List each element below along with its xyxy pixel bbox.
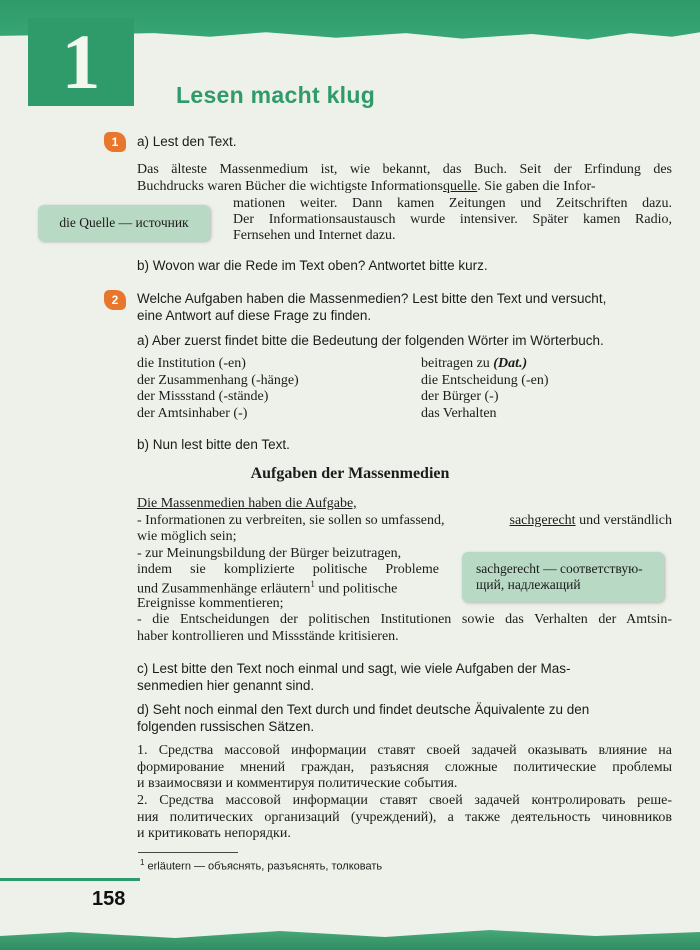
text-line-4: - zur Meinungsbildung der Bürger beizutragen, (137, 546, 402, 561)
task-2-badge: 2 (104, 290, 126, 310)
vocabulary-note-sachgerecht (462, 552, 664, 602)
task-2d-line-1: d) Seht noch einmal den Text durch und findet deutsche Äquivalente zu den (137, 702, 590, 717)
text-line-9: haber kontrollieren und Missstände kritisieren. (137, 629, 399, 644)
text-fragment: und politische (318, 581, 398, 597)
task-1-text-line-2 (137, 179, 672, 195)
footnote-text: erläutern — объяснять, разъяснять, толковать (147, 860, 383, 873)
text-line-8: - die Entscheidungen der politischen Institutionen sowie das Verhalten der Amtsin- (137, 612, 672, 627)
task-2a-instruction: a) Aber zuerst findet bitte die Bedeutung der folgenden Wörter im Wörterbuch. (137, 333, 604, 348)
text-line-2 (137, 513, 672, 529)
task-1-text-line-4: Der Informationsaustausch wurde intensiver. Später kamen Radio, (233, 212, 672, 227)
task-2b-instruction: b) Nun lest bitte den Text. (137, 437, 290, 452)
word-right-4: das Verhalten (421, 406, 497, 421)
task-2c-line-1: c) Lest bitte den Text noch einmal und sagt, wie viele Aufgaben der Mas- (137, 661, 571, 676)
text-line-5: indem sie komplizierte politische Probleme (137, 562, 439, 577)
footnote-marker: 1 (310, 579, 315, 589)
page-number-rule (0, 878, 140, 881)
note-text-line-2: щий, надлежащий (476, 577, 581, 592)
underlined-phrase: Die Massenmedien haben die Aufgabe, (137, 496, 357, 511)
chapter-title: Lesen macht klug (176, 82, 376, 108)
underlined-word-sachgerecht: sachgerecht (509, 513, 576, 528)
chapter-number-box (28, 18, 134, 106)
task-1-text-line-1: Das älteste Massenmedium ist, wie bekannt, das Buch. Seit der Erfindung des (137, 162, 672, 177)
russian-line-4: 2. Средства массовой информации ставят своей задачей контролировать реше- (137, 793, 672, 808)
footnote-divider (138, 852, 238, 853)
page-number: 158 (92, 888, 126, 910)
word-right-1 (421, 356, 527, 372)
task-1-text-fragment: . Sie gaben die Infor- (477, 179, 596, 194)
task-1-text-line-3: mationen weiter. Dann kamen Zeitungen und Zeitschriften dazu. (233, 196, 672, 211)
task-2d-line-2: folgenden russischen Sätzen. (137, 719, 315, 734)
task-1b-instruction: b) Wovon war die Rede im Text oben? Antwortet bitte kurz. (137, 258, 488, 273)
russian-line-1: 1. Средства массовой информации ставят своей задачей оказывать влияние на (137, 743, 672, 758)
task-1-badge: 1 (104, 132, 126, 152)
word-right-1-case: (Dat.) (493, 356, 528, 371)
word-left-4: der Amtsinhaber (-) (137, 406, 248, 421)
task-2c-line-2: senmedien hier genannt sind. (137, 678, 315, 693)
word-left-2: der Zusammenhang (-hänge) (137, 373, 299, 388)
text-line-3: wie möglich sein; (137, 529, 237, 544)
word-left-1: die Institution (-en) (137, 356, 246, 371)
vocabulary-note-quelle (38, 205, 210, 241)
footnote (140, 858, 382, 873)
task-2-intro-line-2: eine Antwort auf diese Frage zu finden. (137, 308, 372, 323)
task-2-intro-line-1: Welche Aufgaben haben die Massenmedien? Lest bitte den Text und versucht, (137, 291, 607, 306)
bottom-decorative-band (0, 930, 700, 950)
task-1-text-fragment: Buchdrucks waren Bücher die wichtigste Informations (137, 179, 443, 194)
text-line-6 (137, 579, 397, 598)
russian-line-6: и критиковать непорядки. (137, 826, 291, 841)
text-fragment: und Zusammenhänge erläutern (137, 581, 311, 597)
note-text-line-1: sachgerecht — соответствую- (476, 561, 643, 576)
underlined-word-quelle: quelle (442, 179, 478, 194)
russian-line-3: и взаимосвязи и комментируя политические события. (137, 776, 458, 791)
task-1-text-line-5: Fernsehen und Internet dazu. (233, 228, 396, 243)
chapter-number: 1 (61, 18, 101, 105)
note-text: die Quelle — источник (59, 215, 189, 230)
russian-line-2: формирование мнений граждан, разъясняя сложные политические проблемы (137, 760, 672, 775)
word-right-1-text: beitragen zu (421, 356, 490, 371)
text-line-7: Ereignisse kommentieren; (137, 596, 284, 611)
word-left-3: der Missstand (-stände) (137, 389, 269, 404)
text-title: Aufgaben der Massenmedien (250, 465, 450, 482)
russian-line-5: ния политических организаций (учреждений), а также деятельность чиновников (137, 810, 672, 825)
task-1a-instruction: a) Lest den Text. (137, 134, 237, 149)
footnote-mark: 1 (140, 858, 145, 867)
word-right-3: der Bürger (-) (421, 389, 499, 404)
word-right-2: die Entscheidung (-en) (421, 373, 549, 388)
text-fragment: und verständlich (579, 513, 672, 528)
text-fragment: - Informationen zu verbreiten, sie sollen so umfassend, (137, 513, 445, 528)
text-line-1 (137, 496, 357, 512)
